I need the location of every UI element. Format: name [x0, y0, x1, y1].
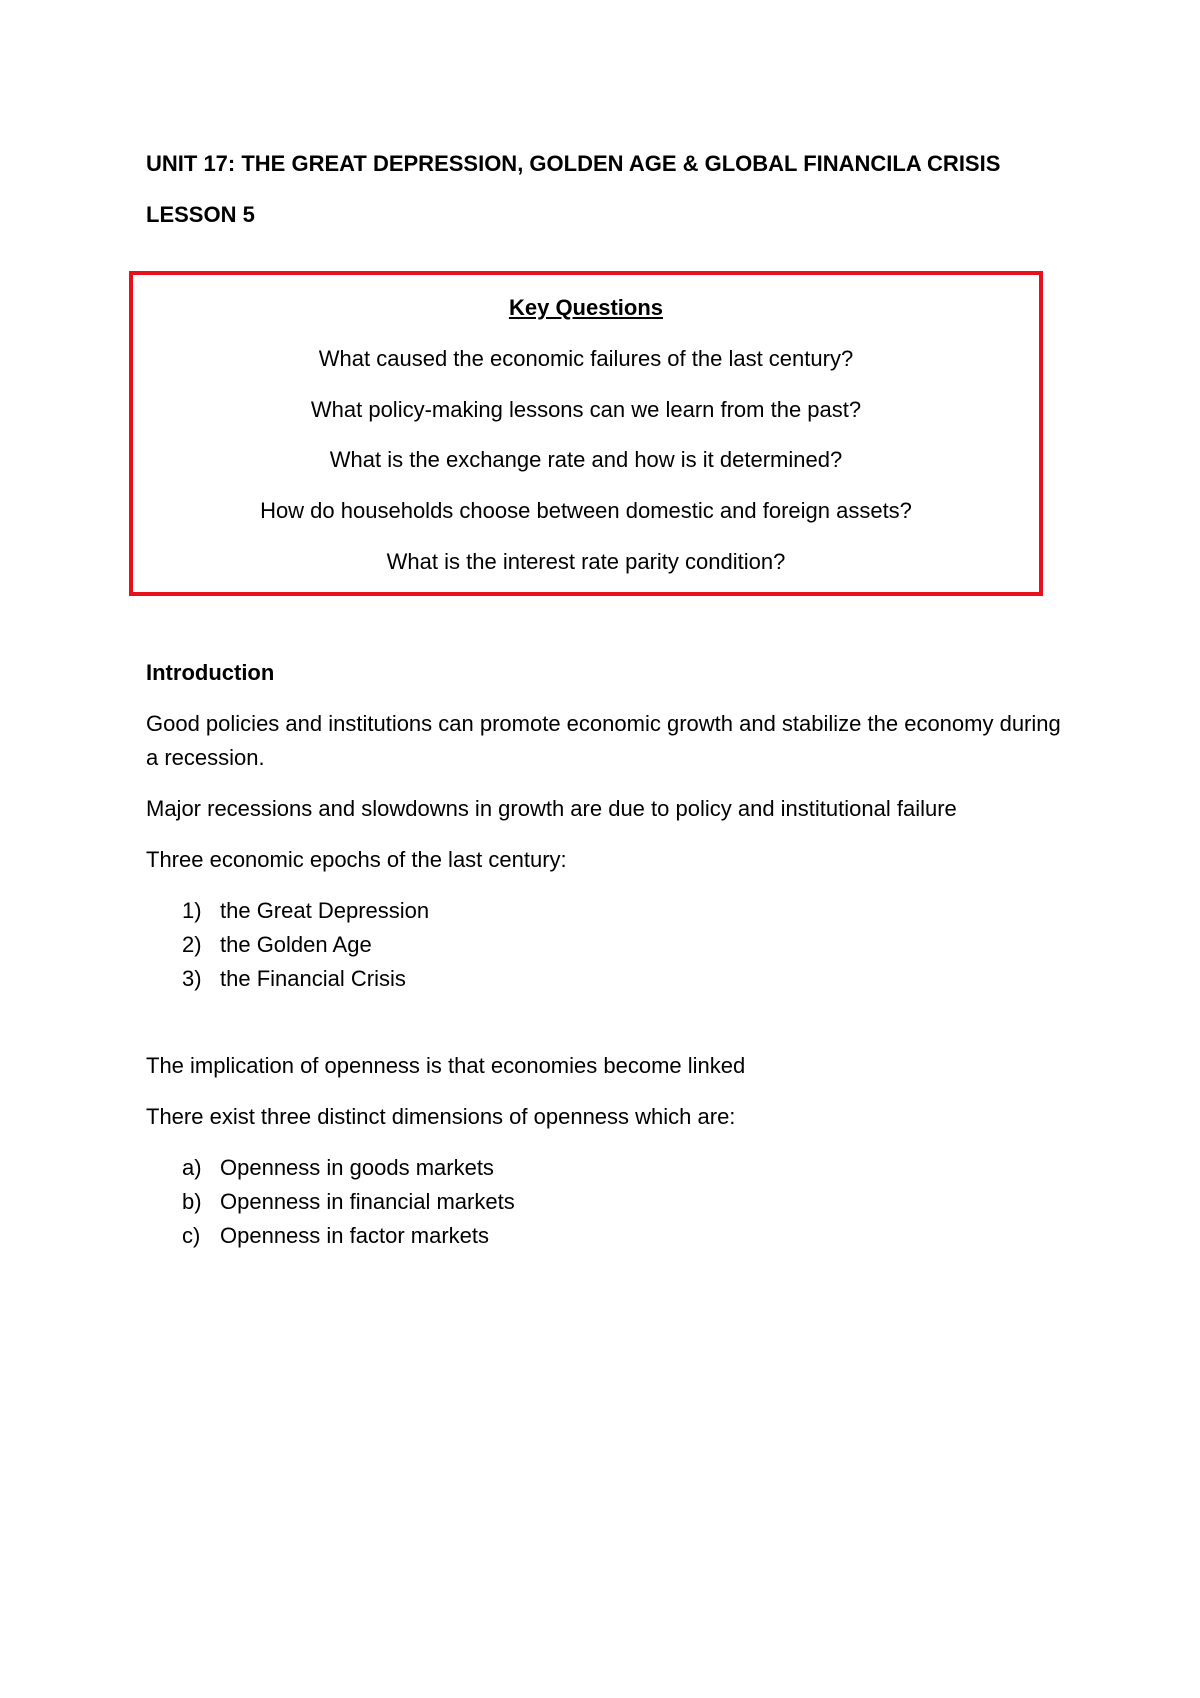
document-title: UNIT 17: THE GREAT DEPRESSION, GOLDEN AGE & GLOBAL FINANCILA CRISIS [146, 151, 1001, 176]
key-question: What caused the economic failures of the last century? [318, 346, 854, 371]
openness-paragraph: There exist three distinct dimensions of openness which are: [146, 1104, 736, 1129]
key-question: What policy-making lessons can we learn from the past? [310, 397, 862, 422]
key-question: What is the interest rate parity condition? [386, 549, 786, 574]
list-marker: 2) [182, 932, 202, 957]
introduction-heading: Introduction [146, 660, 275, 685]
list-marker: 1) [182, 898, 202, 923]
intro-paragraph: Three economic epochs of the last century: [146, 847, 567, 872]
key-questions-box [129, 271, 1043, 596]
intro-paragraph: Major recessions and slowdowns in growth are due to policy and institutional failure [146, 796, 957, 821]
key-question: How do households choose between domestic and foreign assets? [260, 498, 912, 523]
key-question: What is the exchange rate and how is it determined? [329, 447, 843, 472]
lesson-label: LESSON 5 [146, 202, 255, 227]
list-item-text: the Great Depression [220, 898, 430, 923]
list-item-text: the Financial Crisis [220, 966, 406, 991]
list-item-text: Openness in factor markets [220, 1223, 490, 1248]
list-item-text: the Golden Age [220, 932, 372, 957]
list-marker: 3) [182, 966, 202, 991]
intro-paragraph: Good policies and institutions can promote economic growth and stabilize the economy during a recession. [146, 711, 1061, 770]
list-item-text: Openness in financial markets [220, 1189, 515, 1214]
list-marker: c) [182, 1223, 201, 1248]
list-item-text: Openness in goods markets [220, 1155, 494, 1180]
list-marker: a) [182, 1155, 202, 1180]
key-questions-heading: Key Questions [508, 295, 664, 320]
list-marker: b) [182, 1189, 202, 1214]
openness-paragraph: The implication of openness is that economies become linked [146, 1053, 746, 1078]
